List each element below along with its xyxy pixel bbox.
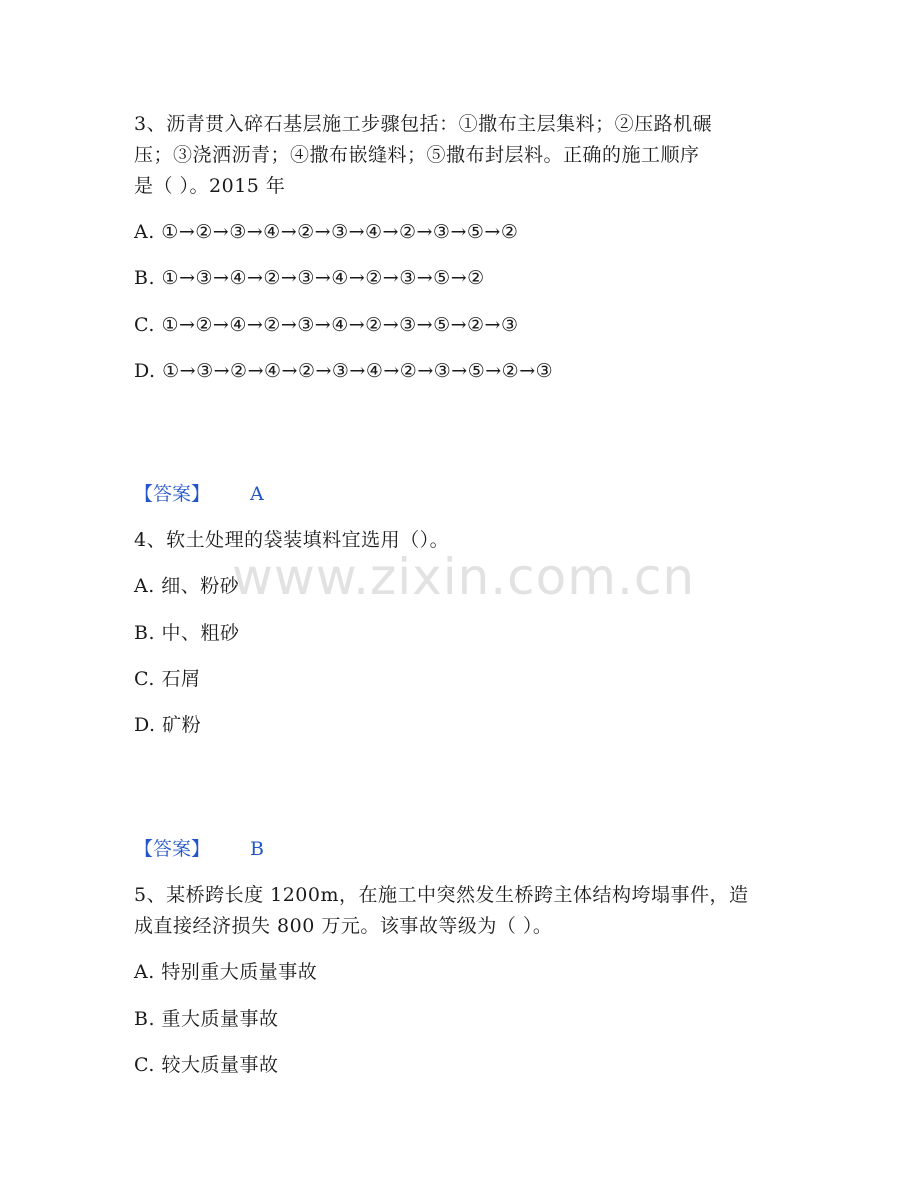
watermark: www.zixin.com.cn bbox=[232, 548, 696, 606]
question-4-option-b: B. 中、粗砂 bbox=[134, 622, 240, 644]
answer-tag: 【答案】 bbox=[134, 483, 211, 505]
question-4-answer bbox=[134, 835, 264, 863]
question-5-option-b: B. 重大质量事故 bbox=[134, 1008, 279, 1030]
answer-value: A bbox=[250, 483, 264, 505]
question-3-stem-line3: 是（ ）。2015 年 bbox=[134, 175, 286, 197]
question-5-stem-line2: 成直接经济损失 800 万元。该事故等级为（ ）。 bbox=[134, 915, 553, 937]
question-3-option-a: A. ①→②→③→④→②→③→④→②→③→⑤→② bbox=[134, 221, 519, 243]
question-3-stem-line2: 压；③浇洒沥青；④撒布嵌缝料；⑤撒布封层料。正确的施工顺序 bbox=[134, 144, 700, 166]
answer-tag: 【答案】 bbox=[134, 838, 211, 860]
question-4-option-d: D. 矿粉 bbox=[134, 714, 202, 736]
question-4-option-a: A. 细、粉砂 bbox=[134, 575, 240, 597]
question-5-stem-line1: 5、某桥跨长度 1200m，在施工中突然发生桥跨主体结构垮塌事件，造 bbox=[134, 884, 749, 906]
question-3-answer bbox=[134, 480, 264, 508]
question-4-option-c: C. 石屑 bbox=[134, 668, 201, 690]
question-5-option-a: A. 特别重大质量事故 bbox=[134, 961, 318, 983]
question-3-option-c: C. ①→②→④→②→③→④→②→③→⑤→②→③ bbox=[134, 314, 519, 336]
question-5-option-c: C. 较大质量事故 bbox=[134, 1054, 279, 1076]
question-3-stem-line1: 3、沥青贯入碎石基层施工步骤包括：①撒布主层集料；②压路机碾 bbox=[134, 113, 713, 135]
question-3-option-d: D. ①→③→②→④→②→③→④→②→③→⑤→②→③ bbox=[134, 360, 554, 382]
question-4-stem: 4、软土处理的袋装填料宜选用（）。 bbox=[134, 529, 450, 551]
answer-value: B bbox=[250, 838, 264, 860]
question-3-option-b: B. ①→③→④→②→③→④→②→③→⑤→② bbox=[134, 267, 485, 289]
